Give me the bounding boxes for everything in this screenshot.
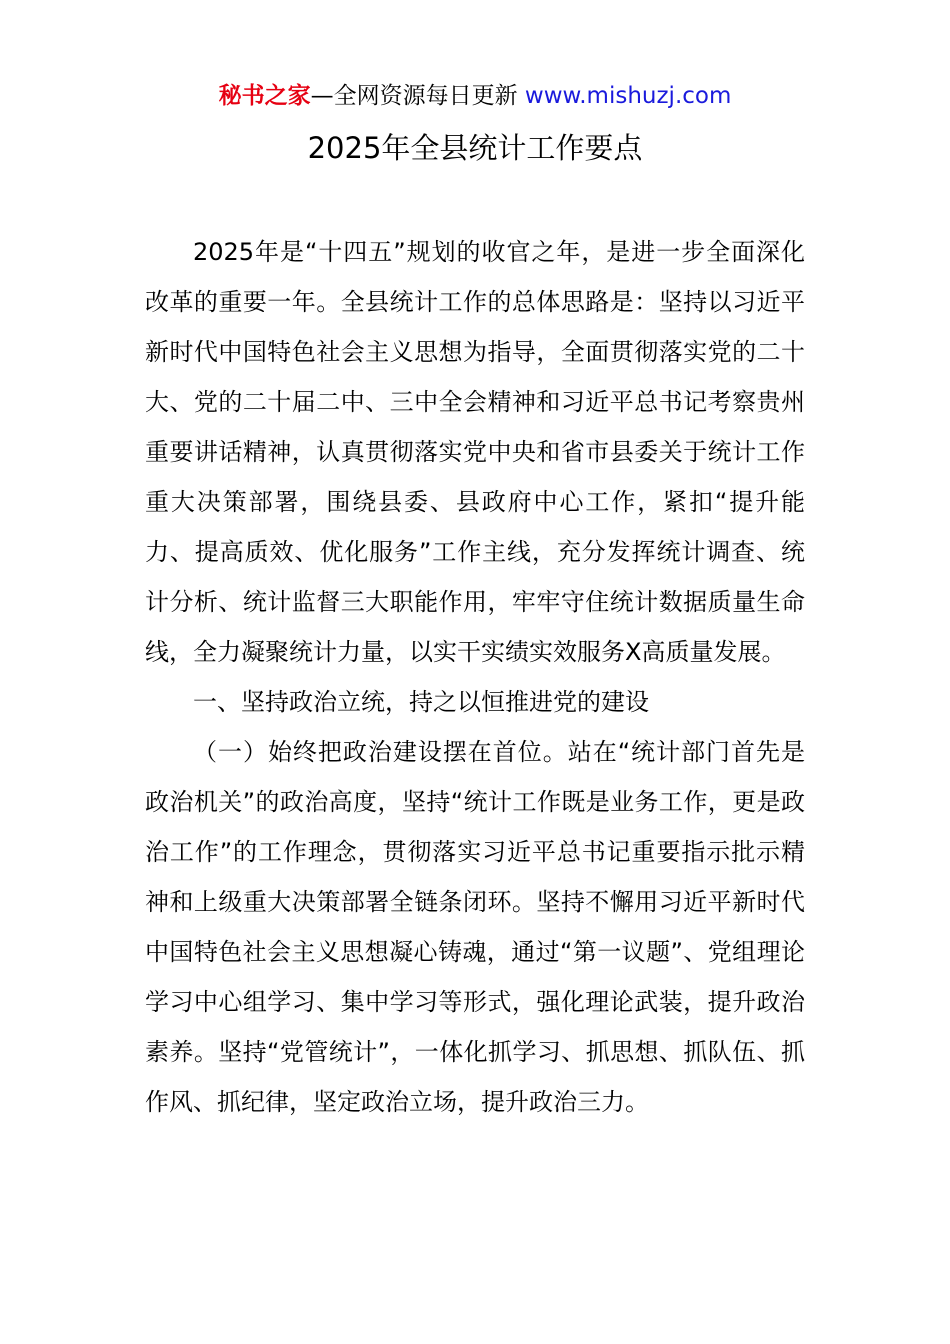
- section-paragraph: （一）始终把政治建设摆在首位。站在“统计部门首先是政治机关”的政治高度，坚持“统计工作既是业务工作，更是政治工作”的工作理念，贯彻落实习近平总书记重要指示批示精神和上级重大决策部署全链条闭环。坚持不懈用习近平新时代中国特色社会主义思想凝心铸魂，通过“第一议题”、党组理论学习中心组学习、集中学习等形式，强化理论武装，提升政治素养。坚持“党管统计”，一体化抓学习、抓思想、抓队伍、抓作风、抓纪律，坚定政治立场，提升政治三力。: [145, 738, 805, 1116]
- intro-paragraph: 2025年是“十四五”规划的收官之年，是进一步全面深化改革的重要一年。全县统计工作的总体思路是：坚持以习近平新时代中国特色社会主义思想为指导，全面贯彻落实党的二十大、党的二十届二中、三中全会精神和习近平总书记考察贵州重要讲话精神，认真贯彻落实党中央和省市县委关于统计工作重大决策部署，围绕县委、县政府中心工作，紧扣“提升能力、提高质效、优化服务”工作主线，充分发挥统计调查、统计分析、统计监督三大职能作用，牢牢守住统计数据质量生命线，全力凝聚统计力量，以实干实绩实效服务X高质量发展。: [145, 238, 805, 666]
- section-heading: 一、坚持政治立统，持之以恒推进党的建设: [193, 688, 649, 716]
- site-url[interactable]: www.mishuzj.com: [524, 83, 732, 109]
- brand-name: 秘书之家: [218, 83, 311, 109]
- header-tagline: —全网资源每日更新: [310, 83, 518, 109]
- document-title: 2025年全县统计工作要点: [307, 131, 643, 165]
- site-header: [0, 80, 950, 112]
- document-body: [145, 227, 805, 1127]
